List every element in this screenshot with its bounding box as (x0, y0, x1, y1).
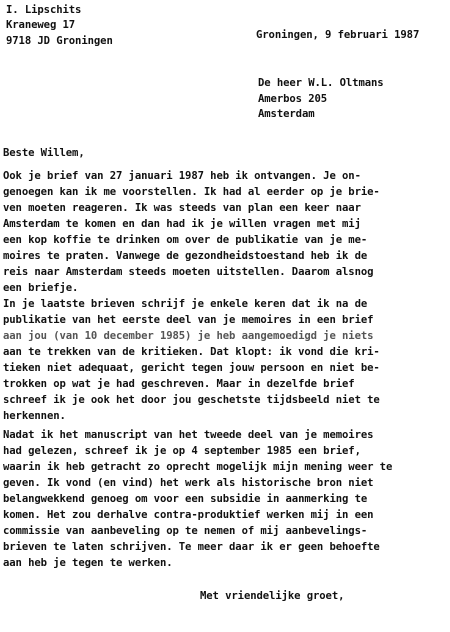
body-line: commissie van aanbeveling op te nemen of mij aanbevelings- (3, 525, 368, 537)
body-line: tieken niet adequaat, gericht tegen jouw persoon en niet be- (3, 362, 380, 374)
closing-line: Met vriendelijke groet, (200, 590, 345, 602)
body-line: een kop koffie te drinken om over de publikatie van je me- (3, 234, 368, 246)
body-line: aan jou (van 10 december 1985) je heb aangemoedigd je niets (3, 330, 374, 342)
body-line: belangwekkend genoeg om voor een subsidie in aanmerking te (3, 493, 368, 505)
body-line: geven. Ik vond (en vind) het werk als historische bron niet (3, 477, 374, 489)
recipient-city: Amsterdam (258, 108, 315, 120)
body-line: had gelezen, schreef ik je op 4 september 1985 een brief, (3, 445, 361, 457)
body-line: trokken op wat je had geschreven. Maar in dezelfde brief (3, 378, 355, 390)
sender-street: Kraneweg 17 (6, 19, 76, 31)
recipient-name: De heer W.L. Oltmans (258, 77, 384, 89)
body-line: reis naar Amsterdam steeds moeten uitstellen. Daarom alsnog (3, 266, 374, 278)
body-line: Amsterdam te komen en dan had ik je willen vragen met mij (3, 218, 361, 230)
body-line: een briefje. (3, 282, 79, 294)
body-line: aan heb je tegen te werken. (3, 557, 173, 569)
body-line: komen. Het zou derhalve contra-produktief werken mij in een (3, 509, 374, 521)
body-line: Nadat ik het manuscript van het tweede deel van je memoires (3, 429, 374, 441)
body-line: Ook je brief van 27 januari 1987 heb ik ontvangen. Je on- (3, 170, 361, 182)
body-line: herkennen. (3, 410, 66, 422)
body-line: In je laatste brieven schrijf je enkele keren dat ik na de (3, 298, 368, 310)
salutation: Beste Willem, (3, 147, 85, 159)
body-line: brieven te laten schrijven. Te meer daar ik er geen behoefte (3, 541, 380, 553)
body-line: ven moeten reageren. Ik was steeds van plan een keer naar (3, 202, 361, 214)
recipient-street: Amerbos 205 (258, 93, 328, 105)
body-line: moires te praten. Vanwege de gezondheidstoestand heb ik de (3, 250, 368, 262)
letter-date: Groningen, 9 februari 1987 (256, 29, 420, 41)
body-line: schreef ik je ook het door jou geschetste tijdsbeeld niet te (3, 394, 380, 406)
body-line: genoegen kan ik me voorstellen. Ik had al eerder op je brie- (3, 186, 380, 198)
sender-name: I. Lipschits (6, 4, 82, 16)
sender-postal-city: 9718 JD Groningen (6, 35, 113, 47)
body-line: publikatie van het eerste deel van je memoires in een brief (3, 314, 374, 326)
body-line: waarin ik heb getracht zo oprecht mogelijk mijn mening weer te (3, 461, 393, 473)
body-line: aan te trekken van de kritieken. Dat klopt: ik vond die kri- (3, 346, 380, 358)
